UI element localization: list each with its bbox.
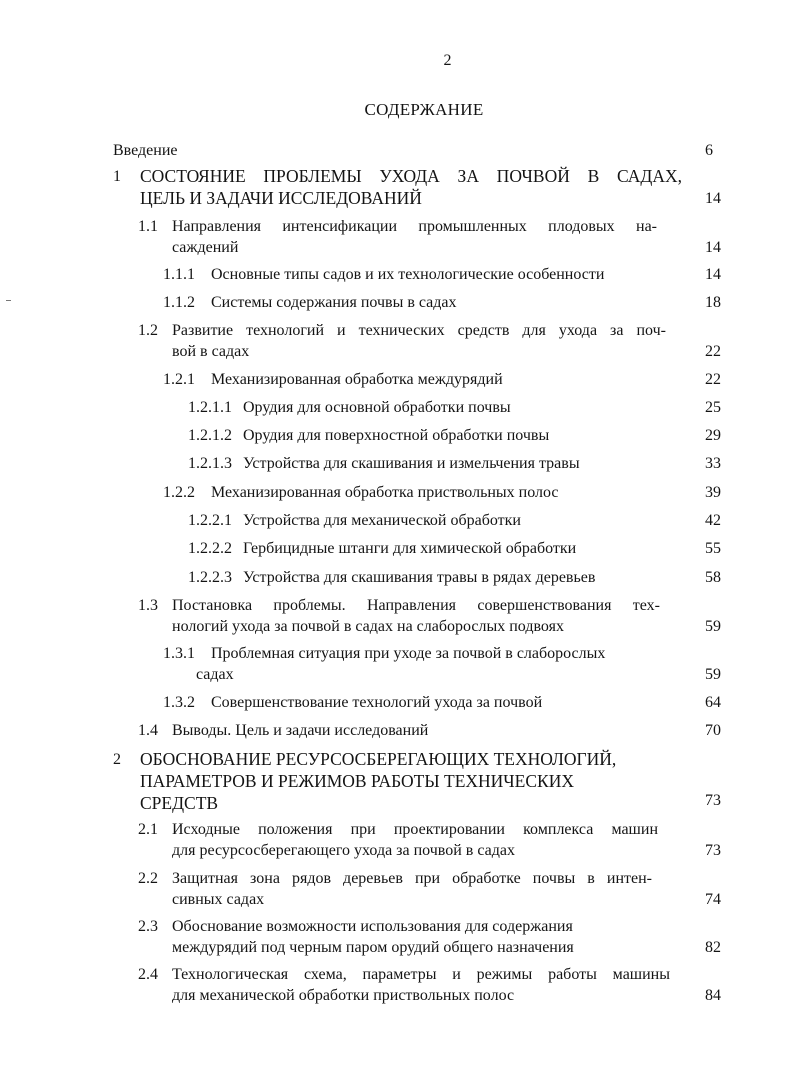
entry-number: 2.4: [138, 966, 158, 983]
entry-text: Устройства для механической обработки: [243, 512, 521, 529]
entry-number: 2: [113, 751, 121, 768]
entry-text: Механизированная обработка приствольных полос: [211, 484, 559, 501]
entry-page: 25: [705, 399, 721, 416]
toc-entry[interactable]: [138, 868, 738, 913]
entry-text: Устройства для скашивания травы в рядах деревьев: [243, 569, 596, 586]
toc-entry[interactable]: [163, 264, 733, 285]
entry-page: 14: [705, 190, 721, 207]
toc-entry[interactable]: [113, 749, 733, 815]
entry-text-line2: междурядий под черным паром орудий общего назначения: [172, 939, 574, 956]
contents-title: СОДЕРЖАНИЕ: [364, 100, 484, 119]
entry-text-line1: Направления интенсификации промышленных плодовых на-: [172, 218, 657, 235]
entry-text-line2: ПАРАМЕТРОВ И РЕЖИМОВ РАБОТЫ ТЕХНИЧЕСКИХ: [140, 771, 574, 791]
toc-entry[interactable]: [138, 216, 738, 261]
entry-number: 1.2.2.2: [188, 540, 232, 557]
entry-text-line2: для ресурсосберегающего ухода за почвой в садах: [172, 842, 515, 859]
entry-text: Основные типы садов и их технологические особенности: [211, 266, 605, 283]
entry-page: 70: [705, 722, 721, 739]
entry-page: 73: [705, 842, 721, 859]
entry-text: Выводы. Цель и задачи исследований: [172, 722, 429, 739]
entry-number: 1.2.1.1: [188, 399, 232, 416]
page-number: 2: [443, 52, 452, 69]
toc-entry[interactable]: [138, 964, 738, 1009]
toc-entry[interactable]: [188, 453, 733, 474]
entry-text-line2: вой в садах: [172, 343, 250, 360]
entry-page: 82: [705, 939, 721, 956]
entry-text-line2: сивных садах: [172, 891, 265, 908]
toc-entry[interactable]: [138, 819, 738, 864]
entry-number: 1.3.1: [163, 645, 195, 662]
entry-page: 59: [705, 666, 721, 683]
entry-text-line2: саждений: [172, 239, 239, 256]
toc-entry[interactable]: [163, 369, 733, 390]
entry-text-line3: СРЕДСТВ: [140, 793, 219, 813]
entry-number: 1.2.2.3: [188, 569, 232, 586]
toc-entry[interactable]: [138, 720, 738, 741]
entry-text: Орудия для поверхностной обработки почвы: [243, 427, 550, 444]
entry-number: 1.4: [138, 722, 158, 739]
entry-text-line1: Постановка проблемы. Направления совершенствования тех-: [172, 597, 660, 614]
entry-text-line1: Проблемная ситуация при уходе за почвой в слаборослых: [211, 645, 606, 662]
entry-number: 1: [113, 168, 121, 185]
toc-entry[interactable]: [188, 510, 733, 531]
toc-entry[interactable]: [138, 595, 738, 640]
entry-page: 55: [705, 540, 721, 557]
entry-text: Гербицидные штанги для химической обработки: [243, 540, 577, 557]
toc-entry[interactable]: [113, 140, 733, 161]
entry-text-line1: ОБОСНОВАНИЕ РЕСУРСОСБЕРЕГАЮЩИХ ТЕХНОЛОГИЙ,: [140, 749, 617, 769]
entry-text-line1: Исходные положения при проектировании комплекса машин: [172, 821, 658, 838]
entry-text: Устройства для скашивания и измельчения травы: [243, 455, 580, 472]
entry-page: 14: [705, 239, 721, 256]
entry-number: 1.3: [138, 597, 158, 614]
entry-text-line2: садах: [196, 666, 234, 683]
entry-text-line1: Обоснование возможности использования для содержания: [172, 918, 573, 935]
entry-number: 1.3.2: [163, 694, 195, 711]
entry-text-line1: Защитная зона рядов деревьев при обработке почвы в интен-: [172, 870, 652, 887]
entry-number: 1.1.1: [163, 266, 195, 283]
entry-number: 1.2: [138, 322, 158, 339]
entry-number: 1.1: [138, 218, 158, 235]
entry-page: 84: [705, 987, 721, 1004]
entry-page: 22: [705, 343, 721, 360]
entry-text-line1: СОСТОЯНИЕ ПРОБЛЕМЫ УХОДА ЗА ПОЧВОЙ В САДАХ,: [140, 166, 682, 186]
toc-entry[interactable]: [188, 538, 733, 559]
entry-page: 6: [705, 142, 713, 159]
entry-page: 64: [705, 694, 721, 711]
entry-page: 59: [705, 618, 721, 635]
entry-number: 2.1: [138, 821, 158, 838]
entry-text: Механизированная обработка междурядий: [211, 371, 503, 388]
toc-entry[interactable]: [163, 692, 733, 713]
entry-page: 39: [705, 484, 721, 501]
entry-number: 1.1.2: [163, 294, 195, 311]
entry-text-line2: для механической обработки приствольных полос: [172, 987, 515, 1004]
toc-entry[interactable]: [188, 567, 733, 588]
entry-page: 33: [705, 455, 721, 472]
toc-entry[interactable]: [163, 482, 733, 503]
toc-entry[interactable]: [163, 643, 733, 688]
entry-text: Системы содержания почвы в садах: [211, 294, 457, 311]
entry-text: Орудия для основной обработки почвы: [243, 399, 511, 416]
toc-entry[interactable]: [188, 425, 733, 446]
entry-page: 29: [705, 427, 721, 444]
entry-text-line1: Технологическая схема, параметры и режимы работы машины: [172, 966, 670, 983]
entry-page: 42: [705, 512, 721, 529]
entry-number: 2.2: [138, 870, 158, 887]
toc-entry[interactable]: [188, 397, 733, 418]
entry-number: 1.2.2: [163, 484, 195, 501]
entry-page: 18: [705, 294, 721, 311]
toc-entry[interactable]: [113, 166, 733, 216]
entry-page: 74: [705, 891, 721, 908]
entry-page: 73: [705, 792, 721, 809]
entry-text: Совершенствование технологий ухода за почвой: [211, 694, 543, 711]
entry-page: 58: [705, 569, 721, 586]
scan-mark: [6, 300, 11, 301]
entry-page: 22: [705, 371, 721, 388]
entry-text-line2: ЦЕЛЬ И ЗАДАЧИ ИССЛЕДОВАНИЙ: [140, 188, 422, 208]
entry-text-line2: нологий ухода за почвой в садах на слаборослых подвоях: [172, 618, 564, 635]
entry-text-line1: Развитие технологий и технических средств для ухода за поч-: [172, 322, 666, 339]
entry-number: 1.2.1.3: [188, 455, 232, 472]
toc-entry[interactable]: [138, 916, 738, 961]
toc-entry[interactable]: [163, 292, 733, 313]
entry-text: Введение: [113, 142, 178, 159]
entry-number: 1.2.2.1: [188, 512, 232, 529]
entry-page: 14: [705, 266, 721, 283]
entry-number: 1.2.1: [163, 371, 195, 388]
toc-entry[interactable]: [138, 320, 738, 365]
entry-number: 2.3: [138, 918, 158, 935]
entry-number: 1.2.1.2: [188, 427, 232, 444]
